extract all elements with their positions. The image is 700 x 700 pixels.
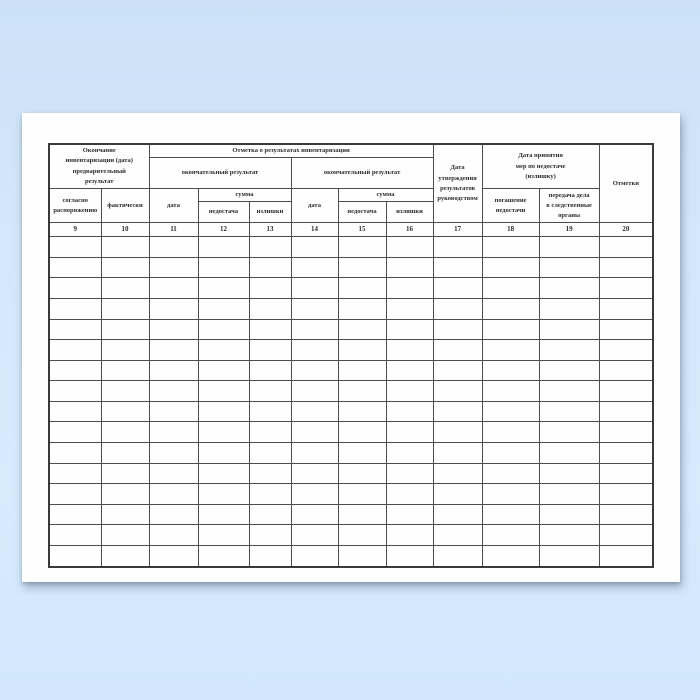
header-line: мер по недостаче (515, 162, 566, 170)
header-final-result-2: окончательный результат (291, 158, 433, 189)
column-number-13: 13 (249, 223, 291, 237)
table-cell (101, 504, 149, 525)
table-cell (291, 525, 338, 546)
table-cell (149, 484, 198, 505)
table-cell (149, 546, 198, 567)
header-notes: Отметки (599, 144, 653, 223)
table-cell (482, 504, 539, 525)
table-cell (482, 360, 539, 381)
table-cell (599, 443, 653, 464)
table-cell (249, 401, 291, 422)
table-cell (101, 484, 149, 505)
table-cell (198, 504, 249, 525)
header-date-2: дата (291, 189, 338, 223)
table-cell (386, 546, 433, 567)
table-cell (198, 484, 249, 505)
table-row (49, 381, 653, 402)
table-cell (482, 319, 539, 340)
table-cell (482, 298, 539, 319)
inventory-results-table (48, 143, 654, 568)
header-repayment (482, 189, 539, 223)
table-cell (101, 546, 149, 567)
header-surplus-2: излишки (386, 202, 433, 223)
table-row (49, 360, 653, 381)
header-line: утверждения (438, 174, 477, 182)
column-number-17: 17 (433, 223, 482, 237)
column-number-14: 14 (291, 223, 338, 237)
table-cell (49, 443, 101, 464)
table-cell (101, 257, 149, 278)
table-cell (149, 319, 198, 340)
table-cell (149, 443, 198, 464)
table-cell (198, 401, 249, 422)
table-cell (249, 422, 291, 443)
table-cell (433, 278, 482, 299)
table-cell (198, 422, 249, 443)
table-cell (482, 340, 539, 361)
table-cell (599, 319, 653, 340)
table-cell (49, 546, 101, 567)
table-cell (198, 237, 249, 258)
table-row (49, 298, 653, 319)
header-line: руководством (437, 194, 478, 202)
header-line: Дата принятия (518, 152, 563, 160)
table-row (49, 463, 653, 484)
table-cell (101, 381, 149, 402)
table-cell (433, 237, 482, 258)
table-cell (291, 298, 338, 319)
table-row (49, 319, 653, 340)
table-cell (101, 298, 149, 319)
table-cell (101, 422, 149, 443)
table-cell (433, 401, 482, 422)
table-cell (539, 463, 599, 484)
table-cell (433, 443, 482, 464)
table-cell (386, 360, 433, 381)
table-cell (49, 504, 101, 525)
table-cell (49, 298, 101, 319)
table-cell (482, 484, 539, 505)
table-cell (599, 360, 653, 381)
table-cell (482, 443, 539, 464)
table-cell (49, 381, 101, 402)
table-cell (386, 278, 433, 299)
table-cell (198, 381, 249, 402)
table-cell (291, 381, 338, 402)
header-surplus-1: излишки (249, 202, 291, 223)
table-cell (599, 298, 653, 319)
table-cell (539, 443, 599, 464)
table-cell (291, 443, 338, 464)
table-cell (386, 237, 433, 258)
table-cell (149, 525, 198, 546)
header-line: (излишку) (525, 172, 556, 180)
table-cell (482, 257, 539, 278)
table-row (49, 237, 653, 258)
header-approval-date (433, 144, 482, 223)
table-cell (386, 298, 433, 319)
table-cell (101, 237, 149, 258)
table-cell (338, 546, 386, 567)
table-cell (433, 422, 482, 443)
paper-sheet (22, 113, 680, 582)
table-cell (198, 525, 249, 546)
header-line: передача дела (548, 191, 590, 199)
table-row (49, 546, 653, 567)
table-cell (249, 525, 291, 546)
table-cell (539, 237, 599, 258)
table-cell (149, 422, 198, 443)
table-body (49, 237, 653, 567)
table-cell (338, 237, 386, 258)
table-row (49, 340, 653, 361)
header-line: недостачи (495, 206, 526, 214)
table-cell (101, 340, 149, 361)
table-cell (539, 504, 599, 525)
table-row (49, 504, 653, 525)
table-cell (539, 381, 599, 402)
table-cell (149, 381, 198, 402)
header-line: результат (85, 177, 114, 185)
column-number-10: 10 (101, 223, 149, 237)
table-cell (338, 463, 386, 484)
table-cell (433, 484, 482, 505)
header-line: результатов (440, 184, 476, 192)
header-date-1: дата (149, 189, 198, 223)
table-cell (198, 360, 249, 381)
table-cell (433, 319, 482, 340)
header-shortage-2: недостача (338, 202, 386, 223)
header-measures-date (482, 144, 599, 189)
header-line: Дата (450, 164, 465, 172)
table-cell (539, 401, 599, 422)
header-sum-2: сумма (338, 189, 433, 202)
header-sum-1: сумма (198, 189, 291, 202)
table-cell (599, 484, 653, 505)
table-cell (198, 546, 249, 567)
table-cell (599, 401, 653, 422)
header-shortage-1: недостача (198, 202, 249, 223)
table-row (49, 401, 653, 422)
column-number-9: 9 (49, 223, 101, 237)
table-cell (291, 546, 338, 567)
table-row (49, 484, 653, 505)
header-line: органы (558, 211, 581, 219)
table-row (49, 525, 653, 546)
table-cell (386, 484, 433, 505)
table-cell (291, 463, 338, 484)
table-cell (249, 360, 291, 381)
column-number-11: 11 (149, 223, 198, 237)
table-cell (149, 504, 198, 525)
table-cell (149, 278, 198, 299)
header-line: погашение (494, 196, 527, 204)
table-cell (101, 319, 149, 340)
table-cell (149, 360, 198, 381)
table-cell (599, 546, 653, 567)
table-cell (291, 360, 338, 381)
table-cell (49, 340, 101, 361)
table-cell (539, 298, 599, 319)
header-actually: фактически (101, 189, 149, 223)
table-cell (338, 340, 386, 361)
table-cell (482, 237, 539, 258)
table-cell (149, 298, 198, 319)
table-row (49, 257, 653, 278)
table-cell (338, 504, 386, 525)
table-cell (338, 381, 386, 402)
column-number-12: 12 (198, 223, 249, 237)
table-cell (249, 340, 291, 361)
table-cell (49, 278, 101, 299)
table-cell (433, 463, 482, 484)
table-cell (539, 525, 599, 546)
table-cell (539, 278, 599, 299)
table-cell (433, 546, 482, 567)
table-cell (291, 319, 338, 340)
table-cell (482, 463, 539, 484)
table-cell (291, 401, 338, 422)
table-cell (291, 257, 338, 278)
table-cell (149, 237, 198, 258)
table-cell (338, 257, 386, 278)
table-cell (386, 504, 433, 525)
header-end-inventory (49, 144, 149, 189)
table-cell (198, 443, 249, 464)
table-cell (49, 360, 101, 381)
table-cell (338, 525, 386, 546)
table-cell (338, 298, 386, 319)
column-number-18: 18 (482, 223, 539, 237)
table-cell (249, 463, 291, 484)
table-cell (338, 401, 386, 422)
table-cell (539, 319, 599, 340)
table-cell (599, 381, 653, 402)
table-cell (249, 278, 291, 299)
table-cell (386, 443, 433, 464)
header-line: в следственные (546, 201, 592, 209)
table-cell (291, 484, 338, 505)
table-row (49, 422, 653, 443)
table-cell (539, 360, 599, 381)
table-cell (386, 422, 433, 443)
table-row (49, 443, 653, 464)
column-number-19: 19 (539, 223, 599, 237)
table-cell (386, 257, 433, 278)
table-cell (101, 525, 149, 546)
header-result-mark: Отметка о результатах инвентаризации (149, 144, 433, 158)
table-cell (198, 340, 249, 361)
table-cell (101, 463, 149, 484)
table-cell (101, 278, 149, 299)
table-cell (101, 401, 149, 422)
table-cell (49, 463, 101, 484)
table-cell (198, 278, 249, 299)
table-cell (101, 360, 149, 381)
table-cell (338, 422, 386, 443)
table-cell (599, 278, 653, 299)
table-cell (539, 546, 599, 567)
column-number-16: 16 (386, 223, 433, 237)
table-header (49, 144, 653, 237)
table-cell (386, 381, 433, 402)
table-cell (149, 340, 198, 361)
table-cell (539, 340, 599, 361)
table-cell (291, 504, 338, 525)
table-cell (433, 257, 482, 278)
table-cell (539, 484, 599, 505)
table-cell (291, 422, 338, 443)
table-cell (249, 237, 291, 258)
table-cell (338, 443, 386, 464)
table-cell (599, 463, 653, 484)
table-cell (249, 546, 291, 567)
table-cell (433, 298, 482, 319)
table-cell (49, 525, 101, 546)
table-cell (198, 463, 249, 484)
table-cell (101, 443, 149, 464)
table-row (49, 278, 653, 299)
table-cell (386, 463, 433, 484)
table-cell (291, 237, 338, 258)
table-cell (149, 463, 198, 484)
table-cell (433, 504, 482, 525)
table-cell (433, 340, 482, 361)
column-number-20: 20 (599, 223, 653, 237)
table-cell (338, 319, 386, 340)
table-cell (249, 504, 291, 525)
table-cell (599, 257, 653, 278)
table-cell (338, 278, 386, 299)
table-cell (433, 381, 482, 402)
table-cell (198, 257, 249, 278)
table-cell (249, 484, 291, 505)
header-line: согласно (62, 196, 89, 204)
table-cell (49, 401, 101, 422)
table-cell (291, 340, 338, 361)
table-cell (198, 319, 249, 340)
table-cell (49, 237, 101, 258)
table-cell (433, 360, 482, 381)
table-cell (291, 278, 338, 299)
table-cell (249, 298, 291, 319)
table-cell (482, 525, 539, 546)
table-cell (539, 257, 599, 278)
table-cell (249, 443, 291, 464)
header-line: инвентаризации (дата) (65, 157, 133, 165)
table-cell (338, 484, 386, 505)
table-cell (198, 298, 249, 319)
table-cell (149, 257, 198, 278)
table-cell (599, 237, 653, 258)
column-number-15: 15 (338, 223, 386, 237)
header-line: распоряжению (53, 206, 98, 214)
table-cell (49, 257, 101, 278)
table-cell (482, 381, 539, 402)
table-cell (599, 525, 653, 546)
header-transfer (539, 189, 599, 223)
table-cell (386, 401, 433, 422)
table-cell (599, 504, 653, 525)
header-final-result-1: окончательный результат (149, 158, 291, 189)
table-cell (249, 319, 291, 340)
column-numbers-row (49, 223, 653, 237)
header-according-order (49, 189, 101, 223)
table-cell (433, 525, 482, 546)
table-cell (49, 319, 101, 340)
table-cell (539, 422, 599, 443)
table-cell (482, 546, 539, 567)
table-cell (482, 278, 539, 299)
table-cell (386, 525, 433, 546)
table-cell (482, 401, 539, 422)
table-cell (49, 484, 101, 505)
table-cell (386, 340, 433, 361)
table-cell (599, 422, 653, 443)
table-cell (49, 422, 101, 443)
table-cell (599, 340, 653, 361)
table-cell (482, 422, 539, 443)
header-line: Окончание (82, 147, 116, 155)
header-line: предварительный (72, 167, 126, 175)
table-cell (149, 401, 198, 422)
table-cell (338, 360, 386, 381)
table-cell (386, 319, 433, 340)
table-cell (249, 381, 291, 402)
table-cell (249, 257, 291, 278)
